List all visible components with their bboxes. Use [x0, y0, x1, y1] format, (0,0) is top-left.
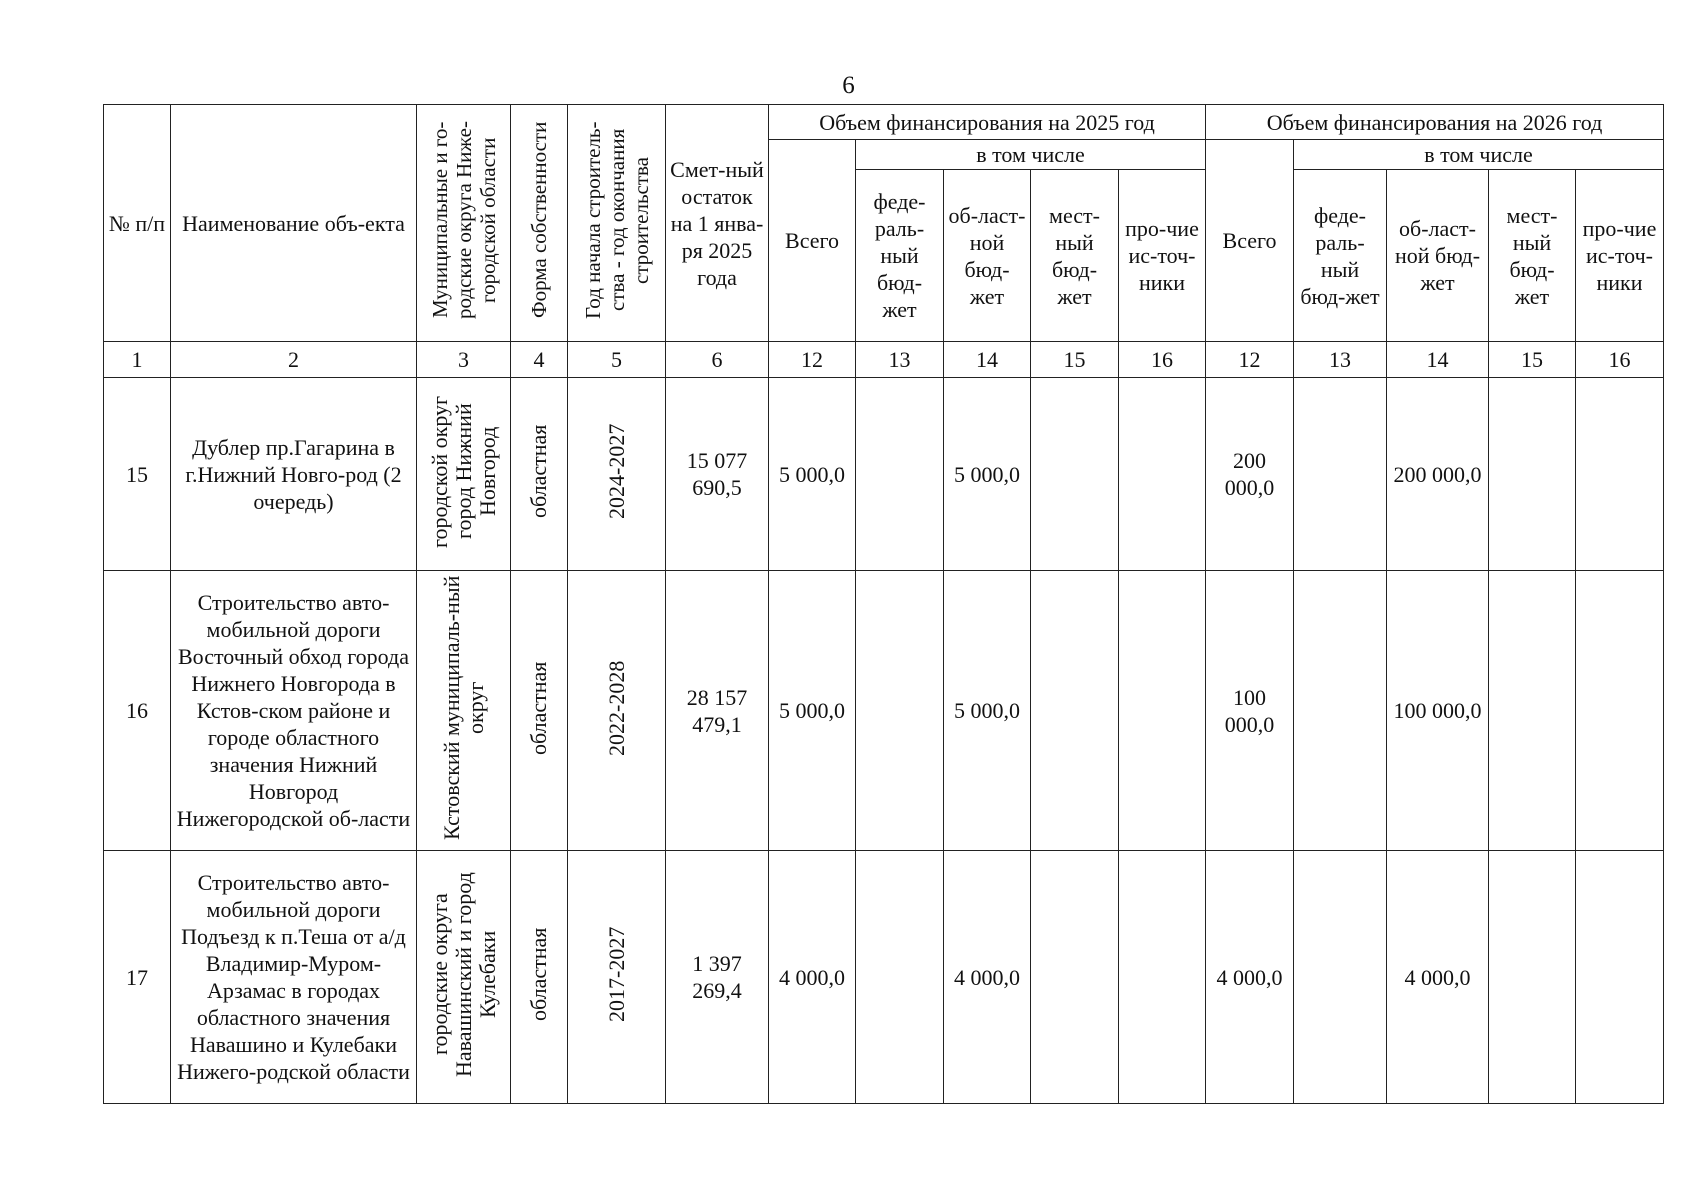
- construction-years: 2017-2027: [568, 851, 666, 1104]
- object-name: Строительство авто-мобильной дороги Подъезд к п.Теша от а/д Владимир-Муром-Арзамас в городах областного значения Навашино и Кулебаки Нижего-родской области: [171, 851, 417, 1104]
- local-2025: [1031, 378, 1119, 571]
- header-municipality: Муниципальные и го-родские округа Ниже-городской области: [417, 105, 511, 342]
- header-other-2025: про-чие ис-точ-ники: [1119, 170, 1206, 342]
- table-row: [104, 378, 1664, 571]
- estimate-balance: 28 157 479,1: [666, 571, 769, 851]
- column-number: 16: [1119, 342, 1206, 378]
- column-number: 14: [1387, 342, 1489, 378]
- federal-2025: [856, 571, 944, 851]
- header-row-1: [104, 105, 1664, 140]
- other-2026: [1576, 378, 1664, 571]
- total-2025: 5 000,0: [769, 571, 856, 851]
- header-regional-2026: об-ласт-ной бюд-жет: [1387, 170, 1489, 342]
- federal-2026: [1294, 571, 1387, 851]
- column-number: 12: [769, 342, 856, 378]
- other-2025: [1119, 571, 1206, 851]
- construction-years: 2024-2027: [568, 378, 666, 571]
- total-2025: 4 000,0: [769, 851, 856, 1104]
- regional-2025: 5 000,0: [944, 571, 1031, 851]
- other-2025: [1119, 378, 1206, 571]
- column-number: 1: [104, 342, 171, 378]
- estimate-balance: 15 077 690,5: [666, 378, 769, 571]
- header-name: Наименование объ-екта: [171, 105, 417, 342]
- federal-2026: [1294, 378, 1387, 571]
- header-financing-2025: Объем финансирования на 2025 год: [769, 105, 1206, 140]
- ownership: областная: [511, 851, 568, 1104]
- local-2025: [1031, 571, 1119, 851]
- column-number: 3: [417, 342, 511, 378]
- column-number: 15: [1031, 342, 1119, 378]
- total-2026: 100 000,0: [1206, 571, 1294, 851]
- municipality: городской округ город Нижний Новгород: [417, 378, 511, 571]
- federal-2025: [856, 851, 944, 1104]
- column-number: 14: [944, 342, 1031, 378]
- header-estimate: Смет-ный остаток на 1 янва-ря 2025 года: [666, 105, 769, 342]
- federal-2025: [856, 378, 944, 571]
- ownership: областная: [511, 378, 568, 571]
- table-row: [104, 571, 1664, 851]
- column-number-row: [104, 342, 1664, 378]
- header-financing-2026: Объем финансирования на 2026 год: [1206, 105, 1664, 140]
- column-number: 4: [511, 342, 568, 378]
- federal-2026: [1294, 851, 1387, 1104]
- other-2025: [1119, 851, 1206, 1104]
- column-number: 6: [666, 342, 769, 378]
- header-regional-2025: об-ласт-ной бюд-жет: [944, 170, 1031, 342]
- column-number: 2: [171, 342, 417, 378]
- header-other-2026: про-чие ис-точ-ники: [1576, 170, 1664, 342]
- local-2026: [1489, 571, 1576, 851]
- other-2026: [1576, 851, 1664, 1104]
- header-local-2026: мест-ный бюд-жет: [1489, 170, 1576, 342]
- local-2026: [1489, 851, 1576, 1104]
- column-number: 12: [1206, 342, 1294, 378]
- object-name: Дублер пр.Гагарина в г.Нижний Новго-род (2 очередь): [171, 378, 417, 571]
- header-local-2025: мест-ный бюд-жет: [1031, 170, 1119, 342]
- column-number: 16: [1576, 342, 1664, 378]
- header-including-2026: в том числе: [1294, 140, 1664, 170]
- column-number: 15: [1489, 342, 1576, 378]
- regional-2025: 4 000,0: [944, 851, 1031, 1104]
- header-federal-2026: феде-раль-ный бюд-жет: [1294, 170, 1387, 342]
- header-including-2025: в том числе: [856, 140, 1206, 170]
- table-row: [104, 851, 1664, 1104]
- row-num: 17: [104, 851, 171, 1104]
- header-total-2026: Всего: [1206, 140, 1294, 342]
- regional-2026: 100 000,0: [1387, 571, 1489, 851]
- total-2026: 200 000,0: [1206, 378, 1294, 571]
- column-number: 13: [856, 342, 944, 378]
- local-2025: [1031, 851, 1119, 1104]
- other-2026: [1576, 571, 1664, 851]
- regional-2026: 200 000,0: [1387, 378, 1489, 571]
- ownership: областная: [511, 571, 568, 851]
- header-years: Год начала строитель-ства - год окончания строительства: [568, 105, 666, 342]
- estimate-balance: 1 397 269,4: [666, 851, 769, 1104]
- local-2026: [1489, 378, 1576, 571]
- municipality: Кстовский муниципаль-ный округ: [417, 571, 511, 851]
- construction-years: 2022-2028: [568, 571, 666, 851]
- header-ownership: Форма собственности: [511, 105, 568, 342]
- header-federal-2025: феде-раль-ный бюд-жет: [856, 170, 944, 342]
- regional-2025: 5 000,0: [944, 378, 1031, 571]
- header-num: № п/п: [104, 105, 171, 342]
- header-total-2025: Всего: [769, 140, 856, 342]
- municipality: городские округа Навашинский и город Кулебаки: [417, 851, 511, 1104]
- financing-table: [103, 104, 1664, 1104]
- object-name: Строительство авто-мобильной дороги Восточный обход города Нижнего Новгорода в Кстов-ском районе и городе областного значения Нижний Новгород Нижегородской об-ласти: [171, 571, 417, 851]
- total-2025: 5 000,0: [769, 378, 856, 571]
- column-number: 5: [568, 342, 666, 378]
- page-number: 6: [842, 72, 855, 99]
- regional-2026: 4 000,0: [1387, 851, 1489, 1104]
- total-2026: 4 000,0: [1206, 851, 1294, 1104]
- column-number: 13: [1294, 342, 1387, 378]
- row-num: 16: [104, 571, 171, 851]
- row-num: 15: [104, 378, 171, 571]
